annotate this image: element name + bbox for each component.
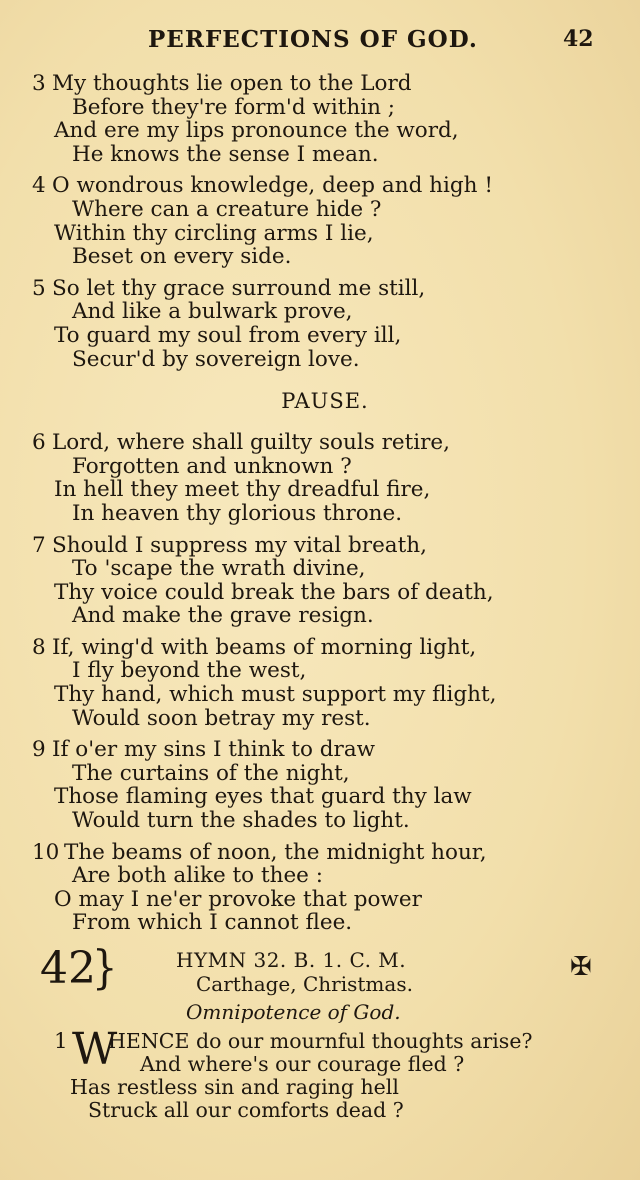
verse-line bbox=[0, 534, 640, 558]
stanza-number: 5 bbox=[32, 275, 46, 301]
verse-line: In heaven thy glorious throne. bbox=[72, 500, 403, 526]
verse-line: The curtains of the night, bbox=[72, 760, 350, 786]
verse-line: Thy hand, which must support my flight, bbox=[54, 682, 497, 708]
verse-line: And ere my lips pronounce the word, bbox=[54, 118, 459, 144]
verse-line bbox=[0, 431, 640, 455]
verse-line: Thy voice could break the bars of death, bbox=[54, 579, 494, 605]
verse-line: Are both alike to thee : bbox=[72, 863, 323, 889]
stanza bbox=[0, 534, 640, 628]
stanza-number: 9 bbox=[32, 737, 46, 763]
stanza-group-top bbox=[0, 72, 640, 371]
verse-line: Within thy circling arms I lie, bbox=[54, 220, 374, 246]
verse-line: Secur'd by sovereign love. bbox=[72, 346, 360, 372]
verse-line: HENCE do our mournful thoughts arise? bbox=[108, 1029, 533, 1053]
stanza-number: 4 bbox=[32, 173, 46, 199]
stanza bbox=[0, 738, 640, 832]
verse-line: Those flaming eyes that guard thy law bbox=[54, 784, 472, 810]
running-head bbox=[0, 26, 640, 56]
stanza bbox=[0, 841, 640, 935]
verse-line: Has restless sin and raging hell bbox=[70, 1075, 399, 1099]
verse-line: Beset on every side. bbox=[72, 244, 292, 270]
stanza bbox=[0, 174, 640, 268]
verse-line bbox=[0, 841, 640, 865]
stanza-number: 10 bbox=[32, 839, 60, 865]
verse-text: If, wing'd with beams of morning light, bbox=[52, 634, 477, 660]
verse-line: Struck all our comforts dead ? bbox=[88, 1098, 404, 1122]
verse-line: From which I cannot flee. bbox=[72, 910, 353, 936]
stanza bbox=[0, 636, 640, 730]
hymn-body bbox=[0, 72, 640, 943]
page-number: 42 bbox=[563, 26, 594, 52]
verse-line bbox=[0, 636, 640, 660]
stanza-number: 3 bbox=[32, 71, 46, 96]
brace-icon: } bbox=[92, 941, 118, 995]
verse-line: O may I ne'er provoke that power bbox=[54, 886, 422, 912]
stanza-number: 6 bbox=[32, 430, 46, 456]
ornament-icon: ✠ bbox=[570, 952, 592, 982]
tune-number: 42 bbox=[40, 943, 96, 994]
pause-heading: PAUSE. bbox=[281, 389, 369, 414]
verse-line: Would turn the shades to light. bbox=[72, 808, 410, 834]
verse-line: To guard my soul from every ill, bbox=[54, 322, 402, 348]
verse-line: And make the grave resign. bbox=[72, 603, 374, 629]
verse-line bbox=[0, 738, 640, 762]
verse-number: 1 bbox=[54, 1029, 68, 1054]
verse-line: Would soon betray my rest. bbox=[72, 705, 371, 731]
verse-text: O wondrous knowledge, deep and high ! bbox=[52, 173, 493, 199]
verse-line: He knows the sense I mean. bbox=[72, 141, 379, 167]
page-title: PERFECTIONS OF GOD. bbox=[148, 26, 478, 53]
stanza bbox=[0, 277, 640, 371]
stanza-group-bottom bbox=[0, 431, 640, 935]
verse-text: Lord, where shall guilty souls retire, bbox=[52, 430, 450, 456]
verse-text: Should I suppress my vital breath, bbox=[52, 532, 427, 558]
verse-one bbox=[0, 1024, 640, 1122]
hymn-title: HYMN 32. B. 1. C. M. bbox=[176, 948, 407, 972]
verse-line: Where can a creature hide ? bbox=[72, 196, 382, 222]
verse-line bbox=[0, 174, 640, 198]
hymn-subject: Omnipotence of God. bbox=[186, 1000, 401, 1024]
verse-text: If o'er my sins I think to draw bbox=[52, 737, 376, 763]
verse-text: My thoughts lie open to the Lord bbox=[52, 71, 412, 96]
verse-line: In hell they meet thy dreadful fire, bbox=[54, 477, 431, 503]
stanza-number: 7 bbox=[32, 532, 46, 558]
verse-line: And like a bulwark prove, bbox=[72, 299, 353, 325]
stanza-number: 8 bbox=[32, 634, 46, 660]
verse-line: And where's our courage fled ? bbox=[140, 1052, 465, 1076]
verse-line: Before they're form'd within ; bbox=[72, 94, 396, 120]
stanza bbox=[0, 72, 640, 166]
verse-line bbox=[0, 72, 640, 96]
verse-text: The beams of noon, the midnight hour, bbox=[64, 839, 487, 865]
verse-line: I fly beyond the west, bbox=[72, 658, 307, 684]
verse-line bbox=[0, 277, 640, 301]
drop-cap: W bbox=[72, 1024, 118, 1075]
verse-line: Forgotten and unknown ? bbox=[72, 453, 352, 479]
stanza bbox=[0, 431, 640, 525]
verse-text: So let thy grace surround me still, bbox=[52, 275, 426, 301]
tune-names: Carthage, Christmas. bbox=[196, 972, 413, 996]
verse-line: To 'scape the wrath divine, bbox=[72, 556, 366, 582]
